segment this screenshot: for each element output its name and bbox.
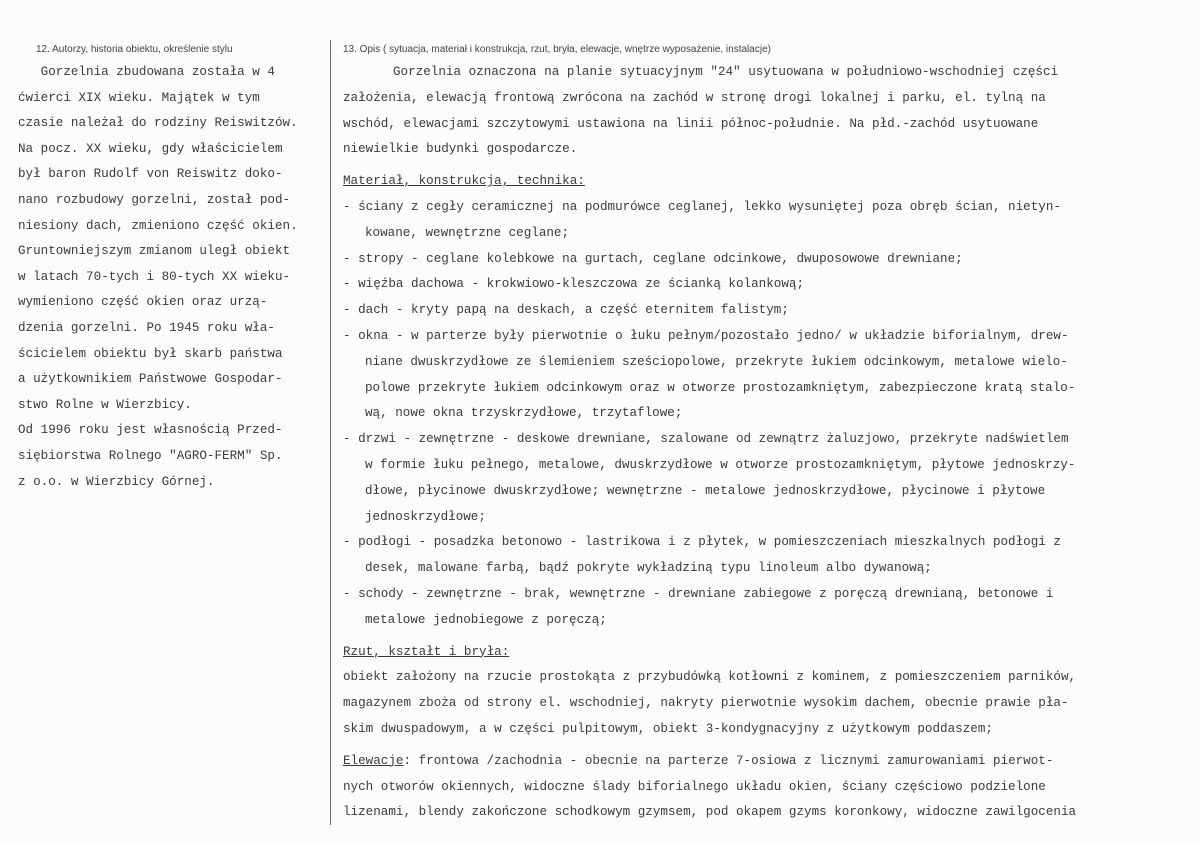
- material-item-line: jednoskrzydłowe;: [365, 509, 486, 524]
- elewacje-first-line: [343, 749, 1183, 775]
- history-line: siębiorstwa Rolnego "AGRO-FERM" Sp.: [18, 448, 283, 463]
- history-line: niesiony dach, zmieniono część okien.: [18, 218, 298, 233]
- material-item-line: metalowe jednobiegowe z poręczą;: [365, 612, 607, 627]
- intro-line: założenia, elewacją frontową zwrócona na zachód w stronę drogi lokalnej i parku, el. tylną na: [343, 90, 1046, 105]
- history-line: Na pocz. XX wieku, gdy właścicielem: [18, 141, 283, 156]
- rzut-line: obiekt założony na rzucie prostokąta z przybudówką kotłowni z kominem, z pomieszczeniem parników,: [343, 670, 1077, 685]
- material-item-line: - stropy - ceglane kolebkowe na gurtach, ceglane odcinkowe, dwuposowowe drewniane;: [343, 251, 963, 266]
- history-line: ścicielem obiektu był skarb państwa: [18, 346, 283, 361]
- elewacje-heading: Elewacje: [343, 753, 404, 768]
- rzut-line: skim dwuspadowym, a w części pulpitowym, obiekt 3-kondygnacyjny z użytkowym poddaszem;: [343, 721, 993, 736]
- material-item-line: - drzwi - zewnętrzne - deskowe drewniane, szalowane od zewnątrz żaluzjowo, przekryte nadświetlem: [343, 432, 1069, 447]
- description-intro: [343, 60, 1183, 163]
- material-item-line: kowane, wewnętrzne ceglane;: [365, 225, 570, 240]
- material-item-line: - podłogi - posadzka betonowo - lastrikowa i z płytek, w pomieszczeniach mieszkalnych podłogi z: [343, 535, 1061, 550]
- elewacje-line: nych otworów okiennych, widoczne ślady biforialnego układu okien, ściany częściowo podzielone: [343, 779, 1046, 794]
- history-line: był baron Rudolf von Reiswitz doko-: [18, 167, 283, 182]
- material-heading: Materiał, konstrukcja, technika:: [343, 174, 585, 189]
- history-line: dzenia gorzelni. Po 1945 roku wła-: [18, 320, 275, 335]
- intro-line: niewielkie budynki gospodarcze.: [343, 142, 578, 157]
- history-line: nano rozbudowy gorzelni, został pod-: [18, 192, 291, 207]
- history-line: w latach 70-tych i 80-tych XX wieku-: [18, 269, 291, 284]
- material-item-line: - ściany z cegły ceramicznej na podmurówce ceglanej, lekko wysuniętej poza obręb ścian, nietyn-: [343, 199, 1061, 214]
- material-item-line: - schody - zewnętrzne - brak, wewnętrzne - drewniane zabiegowe z poręczą drewnianą, betonowe i: [343, 586, 1054, 601]
- material-item-line: wą, nowe okna trzyskrzydłowe, trzytaflowe;: [365, 406, 683, 421]
- history-line: wymieniono część okien oraz urzą-: [18, 295, 268, 310]
- material-item-line: polowe przekryte łukiem odcinkowym oraz w otworze prostozamkniętym, zabezpieczone kratą stalo-: [365, 380, 1076, 395]
- history-line: z o.o. w Wierzbicy Górnej.: [18, 474, 215, 489]
- material-item-line: - dach - kryty papą na deskach, a część eternitem falistym;: [343, 303, 789, 318]
- material-item-line: dłowe, płycinowe dwuskrzydłowe; wewnętrzne - metalowe jednoskrzydłowe, płycinowe i płytowe: [365, 483, 1046, 498]
- history-line: ćwierci XIX wieku. Majątek w tym: [18, 90, 260, 105]
- history-text: [18, 60, 330, 495]
- history-section: [18, 40, 330, 495]
- material-list: [343, 195, 1183, 634]
- elewacje-text: [343, 775, 1183, 827]
- rzut-text: [343, 665, 1183, 742]
- history-line: Gorzelnia zbudowana została w 4: [18, 65, 275, 79]
- material-item-line: desek, malowane farbą, bądź pokryte wykładziną typu linoleum albo dywanową;: [365, 561, 932, 576]
- history-section-label: 12. Autorzy, historia obiektu, określenie stylu: [36, 44, 233, 55]
- elewacje-line: lizenami, blendy zakończone schodkowym gzymsem, pod okapem gzyms koronkowy, widoczne zawilgocenia: [343, 805, 1077, 820]
- description-section: [343, 40, 1183, 826]
- description-section-label: 13. Opis ( sytuacja, materiał i konstrukcja, rzut, bryła, elewacje, wnętrze wyposażenie, instalacje): [343, 44, 771, 55]
- column-divider: [330, 40, 331, 825]
- history-line: Gruntowniejszym zmianom uległ obiekt: [18, 244, 291, 259]
- history-line: stwo Rolne w Wierzbicy.: [18, 397, 192, 412]
- history-line: czasie należał do rodziny Reiswitzów.: [18, 116, 298, 131]
- history-line: a użytkownikiem Państwowe Gospodar-: [18, 372, 283, 387]
- material-item-line: niane dwuskrzydłowe ze ślemieniem sześciopolowe, przekryte łukiem odcinkowym, metalowe wielo-: [365, 354, 1068, 369]
- intro-line: Gorzelnia oznaczona na planie sytuacyjnym "24" usytuowana w południowo-wschodniej części: [393, 65, 1059, 79]
- material-item-line: - więźba dachowa - krokwiowo-kleszczowa ze ścianką kolankową;: [343, 277, 805, 292]
- rzut-line: magazynem zboża od strony el. wschodniej, nakryty pierwotnie wysokim dachem, obecnie prawie pła-: [343, 696, 1069, 711]
- material-item-line: - okna - w parterze były pierwotnie o łuku pełnym/pozostało jedno/ w układzie biforialnym, drew-: [343, 328, 1069, 343]
- rzut-heading: Rzut, kształt i bryła:: [343, 644, 510, 659]
- material-item-line: w formie łuku pełnego, metalowe, dwuskrzydłowe w otworze prostozamkniętym, płytowe jednoskrzy-: [365, 457, 1076, 472]
- elewacje-first-text: : frontowa /zachodnia - obecnie na parterze 7-osiowa z licznymi zamurowaniami pierwot-: [403, 753, 1054, 768]
- history-line: Od 1996 roku jest własnością Przed-: [18, 423, 283, 438]
- intro-line: wschód, elewacjami szczytowymi ustawiona na linii północ-południe. Na płd.-zachód usytuowane: [343, 116, 1039, 131]
